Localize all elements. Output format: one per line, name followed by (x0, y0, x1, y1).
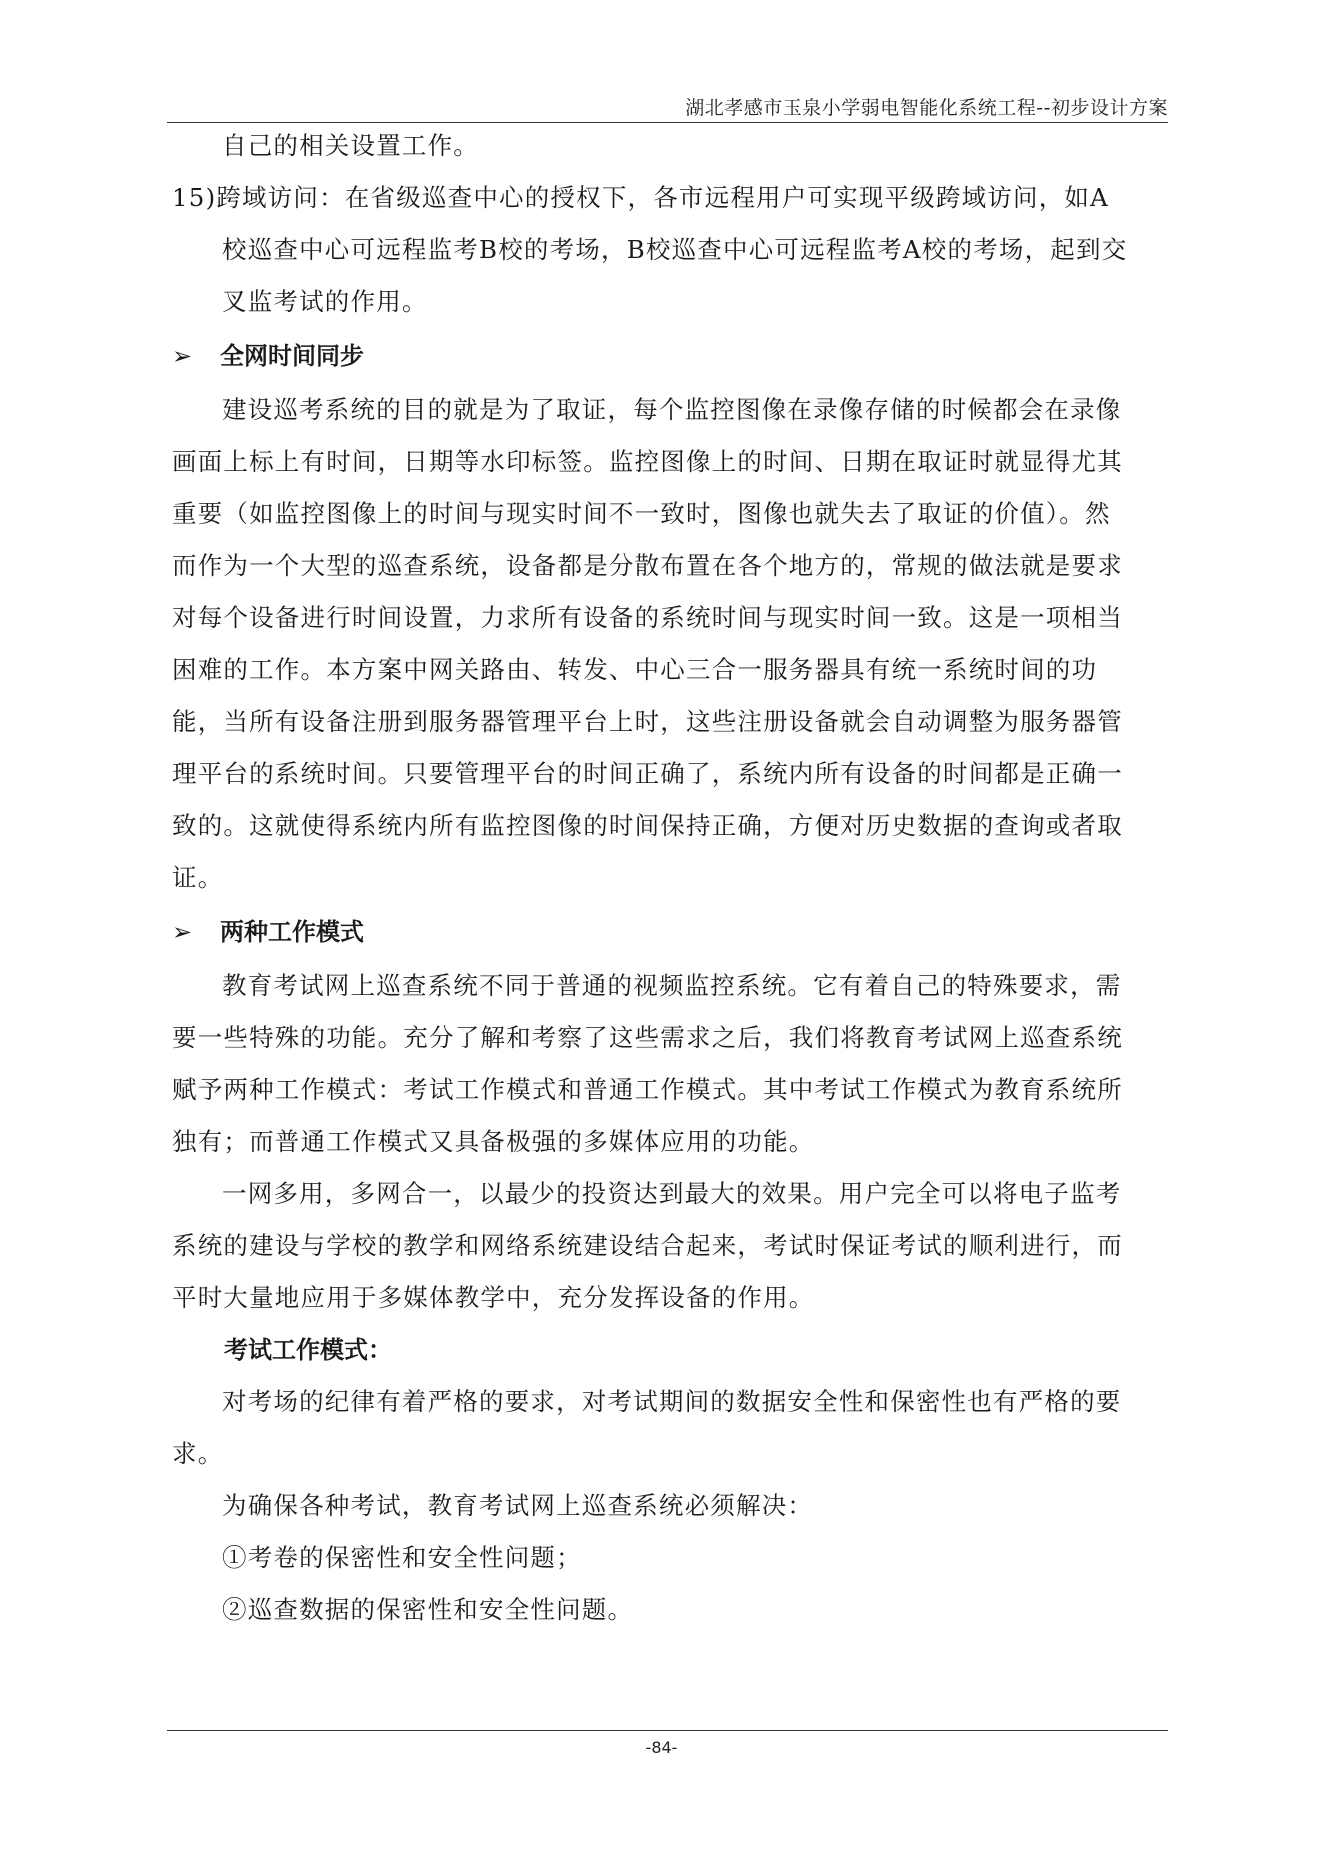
list-item-15: 15)跨域访问：在省级巡查中心的授权下，各市远程用户可实现平级跨域访问，如A (172, 183, 1110, 212)
paragraph-line: 能，当所有设备注册到服务器管理平台上时，这些注册设备就会自动调整为服务器管 (172, 707, 1123, 736)
running-header: 湖北孝感市玉泉小学弱电智能化系统工程--初步设计方案 (685, 97, 1168, 119)
arrow-bullet-icon: ➢ (172, 342, 193, 370)
section-heading-time-sync (172, 328, 1168, 384)
subheading-exam-mode: 考试工作模式： (224, 1336, 392, 1364)
paragraph-line: 赋予两种工作模式：考试工作模式和普通工作模式。其中考试工作模式为教育系统所 (172, 1075, 1123, 1104)
section-heading-work-modes (172, 904, 1168, 960)
paragraph-line: 系统的建设与学校的教学和网络系统建设结合起来，考试时保证考试的顺利进行，而 (172, 1231, 1123, 1260)
footer-divider (167, 1730, 1168, 1731)
paragraph-line: 为确保各种考试，教育考试网上巡查系统必须解决： (222, 1491, 814, 1520)
paragraph-line: 教育考试网上巡查系统不同于普通的视频监控系统。它有着自己的特殊要求，需 (222, 971, 1122, 1000)
paragraph-line: 重要（如监控图像上的时间与现实时间不一致时，图像也就失去了取证的价值）。然 (172, 499, 1111, 528)
section-heading-text: 全网时间同步 (220, 342, 364, 370)
paragraph-line: 证。 (172, 863, 224, 892)
text-line: 自己的相关设置工作。 (222, 131, 479, 160)
paragraph-line: 困难的工作。本方案中网关路由、转发、中心三合一服务器具有统一系统时间的功 (172, 655, 1098, 684)
text-line: 校巡查中心可远程监考B校的考场，B校巡查中心可远程监考A校的考场，起到交 (222, 235, 1128, 264)
paragraph-line: 求。 (172, 1439, 224, 1468)
paragraph-line: 一网多用，多网合一，以最少的投资达到最大的效果。用户完全可以将电子监考 (222, 1179, 1122, 1208)
paragraph-line: 独有；而普通工作模式又具备极强的多媒体应用的功能。 (172, 1127, 815, 1156)
paragraph-line: 对每个设备进行时间设置，力求所有设备的系统时间与现实时间一致。这是一项相当 (172, 603, 1123, 632)
paragraph-line: 建设巡考系统的目的就是为了取证，每个监控图像在录像存储的时候都会在录像 (222, 395, 1122, 424)
page-number: -84- (645, 1738, 678, 1757)
paragraph-line: 理平台的系统时间。只要管理平台的时间正确了，系统内所有设备的时间都是正确一 (172, 759, 1123, 788)
paragraph-line: 画面上标上有时间，日期等水印标签。监控图像上的时间、日期在取证时就显得尤其 (172, 447, 1123, 476)
arrow-bullet-icon: ➢ (172, 918, 193, 946)
list-item: ①考卷的保密性和安全性问题； (222, 1543, 582, 1572)
paragraph-line: 致的。这就使得系统内所有监控图像的时间保持正确，方便对历史数据的查询或者取 (172, 811, 1123, 840)
paragraph-line: 而作为一个大型的巡查系统，设备都是分散布置在各个地方的，常规的做法就是要求 (172, 551, 1123, 580)
paragraph-line: 对考场的纪律有着严格的要求，对考试期间的数据安全性和保密性也有严格的要 (222, 1387, 1122, 1416)
paragraph-line: 平时大量地应用于多媒体教学中，充分发挥设备的作用。 (172, 1283, 815, 1312)
text-line: 叉监考试的作用。 (222, 287, 428, 316)
section-heading-text: 两种工作模式 (220, 918, 364, 946)
list-item: ②巡查数据的保密性和安全性问题。 (222, 1595, 634, 1624)
paragraph-line: 要一些特殊的功能。充分了解和考察了这些需求之后，我们将教育考试网上巡查系统 (172, 1023, 1123, 1052)
page-content (172, 120, 1168, 1636)
